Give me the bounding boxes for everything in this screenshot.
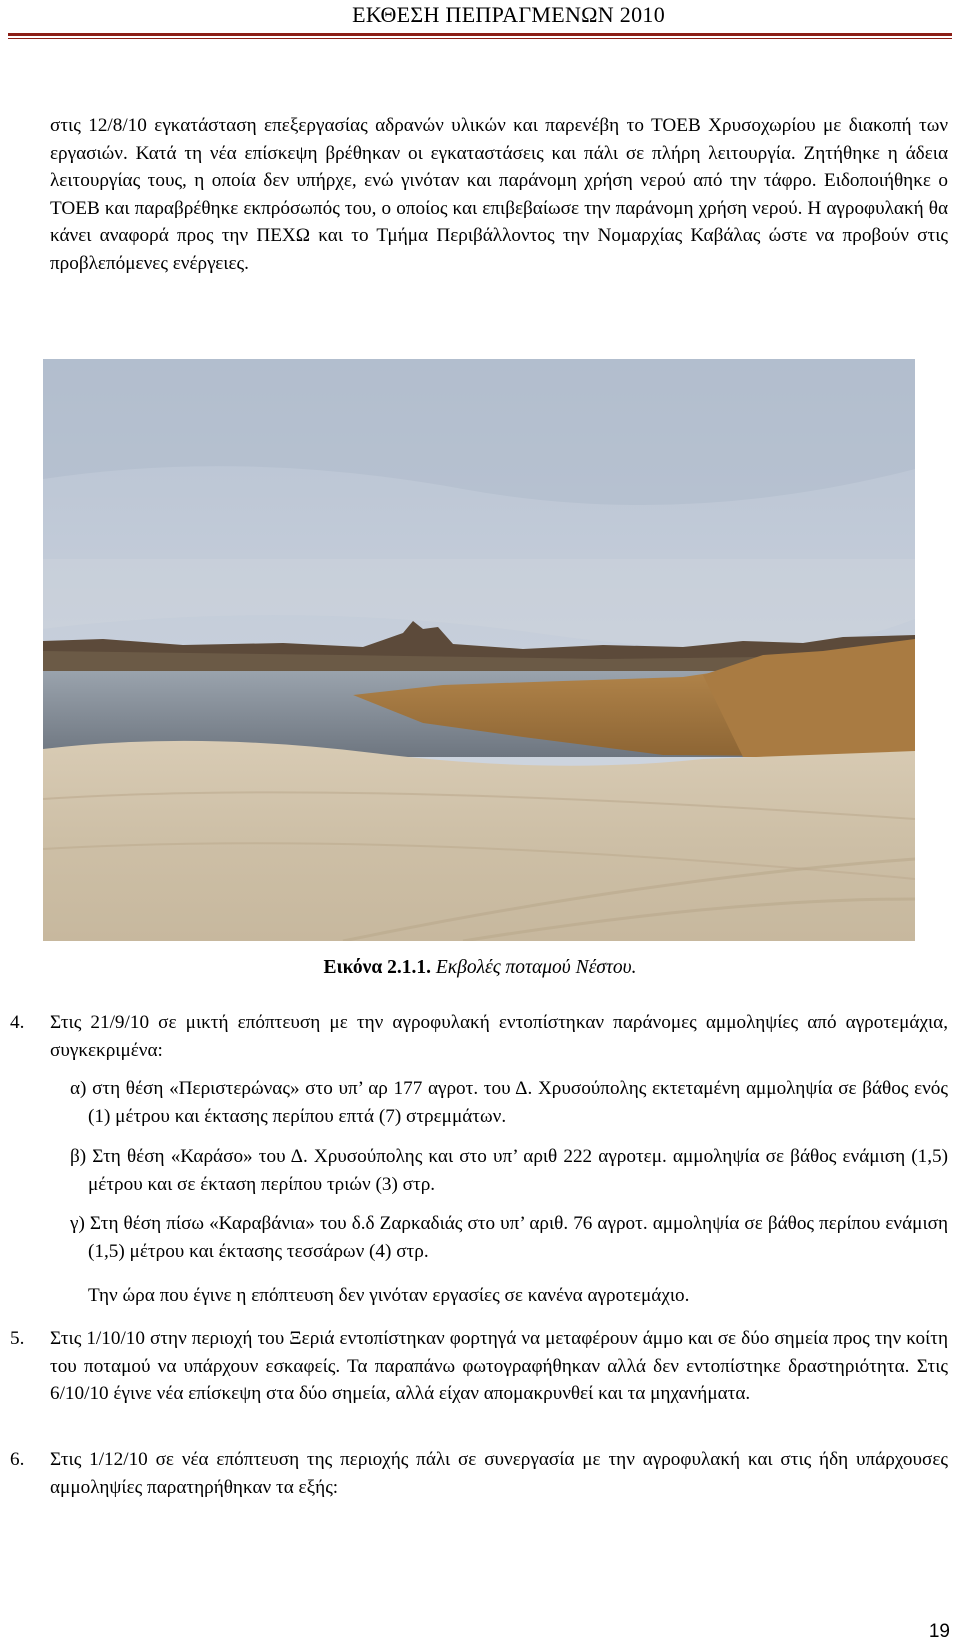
sub-item-b	[70, 1143, 948, 1199]
list-item-text: Στις 1/12/10 σε νέα επόπτευση της περιοχής πάλι σε συνεργασία με την αγροφυλακή και στις ήδη υπάρχουσες αμμοληψίες παρατηρήθηκαν τα εξής:	[50, 1449, 948, 1498]
header-rule-thin	[8, 38, 952, 39]
list-item-number: 4.	[10, 1012, 25, 1033]
figure-number: Εικόνα 2.1.1.	[323, 957, 431, 978]
figure-caption	[0, 957, 960, 979]
list-item-4	[10, 1009, 948, 1064]
list-item-text: Στις 1/10/10 στην περιοχή του Ξεριά εντοπίστηκαν φορτηγά να μεταφέρουν άμμο και σε δύο σημεία προς την κοίτη του ποταμού να υπάρχουν εσκαφείς. Τα παραπάνω φωτογραφήθηκαν αλλά δεν εντοπίστηκε δραστηριότητα. Στις 6/10/10 έγινε νέα επίσκεψη στα δύο σημεία, αλλά είχαν απομακρυνθεί και τα μηχανήματα.	[50, 1328, 948, 1404]
list-item-number: 5.	[10, 1328, 25, 1349]
header-rule	[8, 33, 952, 36]
river-delta-photo	[43, 359, 915, 941]
sub-item-text: γ) Στη θέση πίσω «Καραβάνια» του δ.δ Ζαρκαδιάς στο υπ’ αριθ. 76 αγροτ. αμμοληψία σε βάθος περίπου ενάμιση (1,5) μέτρου και έκτασης τεσσάρων (4) στρ.	[70, 1213, 948, 1262]
page-number: 19	[928, 1621, 950, 1642]
header-title: ΕΚΘΕΣΗ ΠΕΠΡΑΓΜΕΝΩΝ 2010	[352, 2, 665, 27]
list-item-number: 6.	[10, 1449, 25, 1470]
list-item-6	[10, 1446, 948, 1501]
inspection-note: Την ώρα που έγινε η επόπτευση δεν γινόταν εργασίες σε κανένα αγροτεμάχιο.	[88, 1285, 690, 1306]
list-item-5	[10, 1325, 948, 1408]
sub-item-a	[70, 1075, 948, 1131]
list-item-text: Στις 21/9/10 σε μικτή επόπτευση με την αγροφυλακή εντοπίστηκαν παράνομες αμμοληψίες από αγροτεμάχια, συγκεκριμένα:	[50, 1012, 948, 1061]
intro-paragraph: στις 12/8/10 εγκατάσταση επεξεργασίας αδρανών υλικών και παρενέβη το ΤΟΕΒ Χρυσοχωρίου με διακοπή των εργασιών. Κατά τη νέα επίσκεψη βρέθηκαν οι εγκαταστάσεις και πάλι σε πλήρη λειτουργία. Ζητήθηκε η άδεια λειτουργίας τους, η οποία δεν υπήρχε, ενώ γινόταν και παράνομη χρήση νερού από την τάφρο. Ειδοποιήθηκε ο ΤΟΕΒ και παραβρέθηκε εκπρόσωπός του, ο οποίος και επιβεβαίωσε την παράνομη χρήση νερού. Η αγροφυλακή θα κάνει αναφορά προς την ΠΕΧΩ και το Τμήμα Περιβάλλοντος την Νομαρχίας Καβάλας ώστε να προβούν στις προβλεπόμενες ενέργειες.	[50, 115, 948, 274]
page-header	[0, 0, 960, 44]
figure-caption-text: Εκβολές ποταμού Νέστου.	[435, 957, 637, 978]
sub-item-text: β) Στη θέση «Καράσο» του Δ. Χρυσούπολης και στο υπ’ αριθ 222 αγροτεμ. αμμοληψία σε βάθος ενάμιση (1,5) μέτρου και σε έκταση περίπου τριών (3) στρ.	[70, 1146, 948, 1195]
sub-item-c	[70, 1210, 948, 1266]
sub-item-text: α) στη θέση «Περιστερώνας» στο υπ’ αρ 177 αγροτ. του Δ. Χρυσούπολης εκτεταμένη αμμοληψία σε βάθος ενός (1) μέτρου και έκτασης περίπου επτά (7) στρεμμάτων.	[70, 1078, 948, 1127]
